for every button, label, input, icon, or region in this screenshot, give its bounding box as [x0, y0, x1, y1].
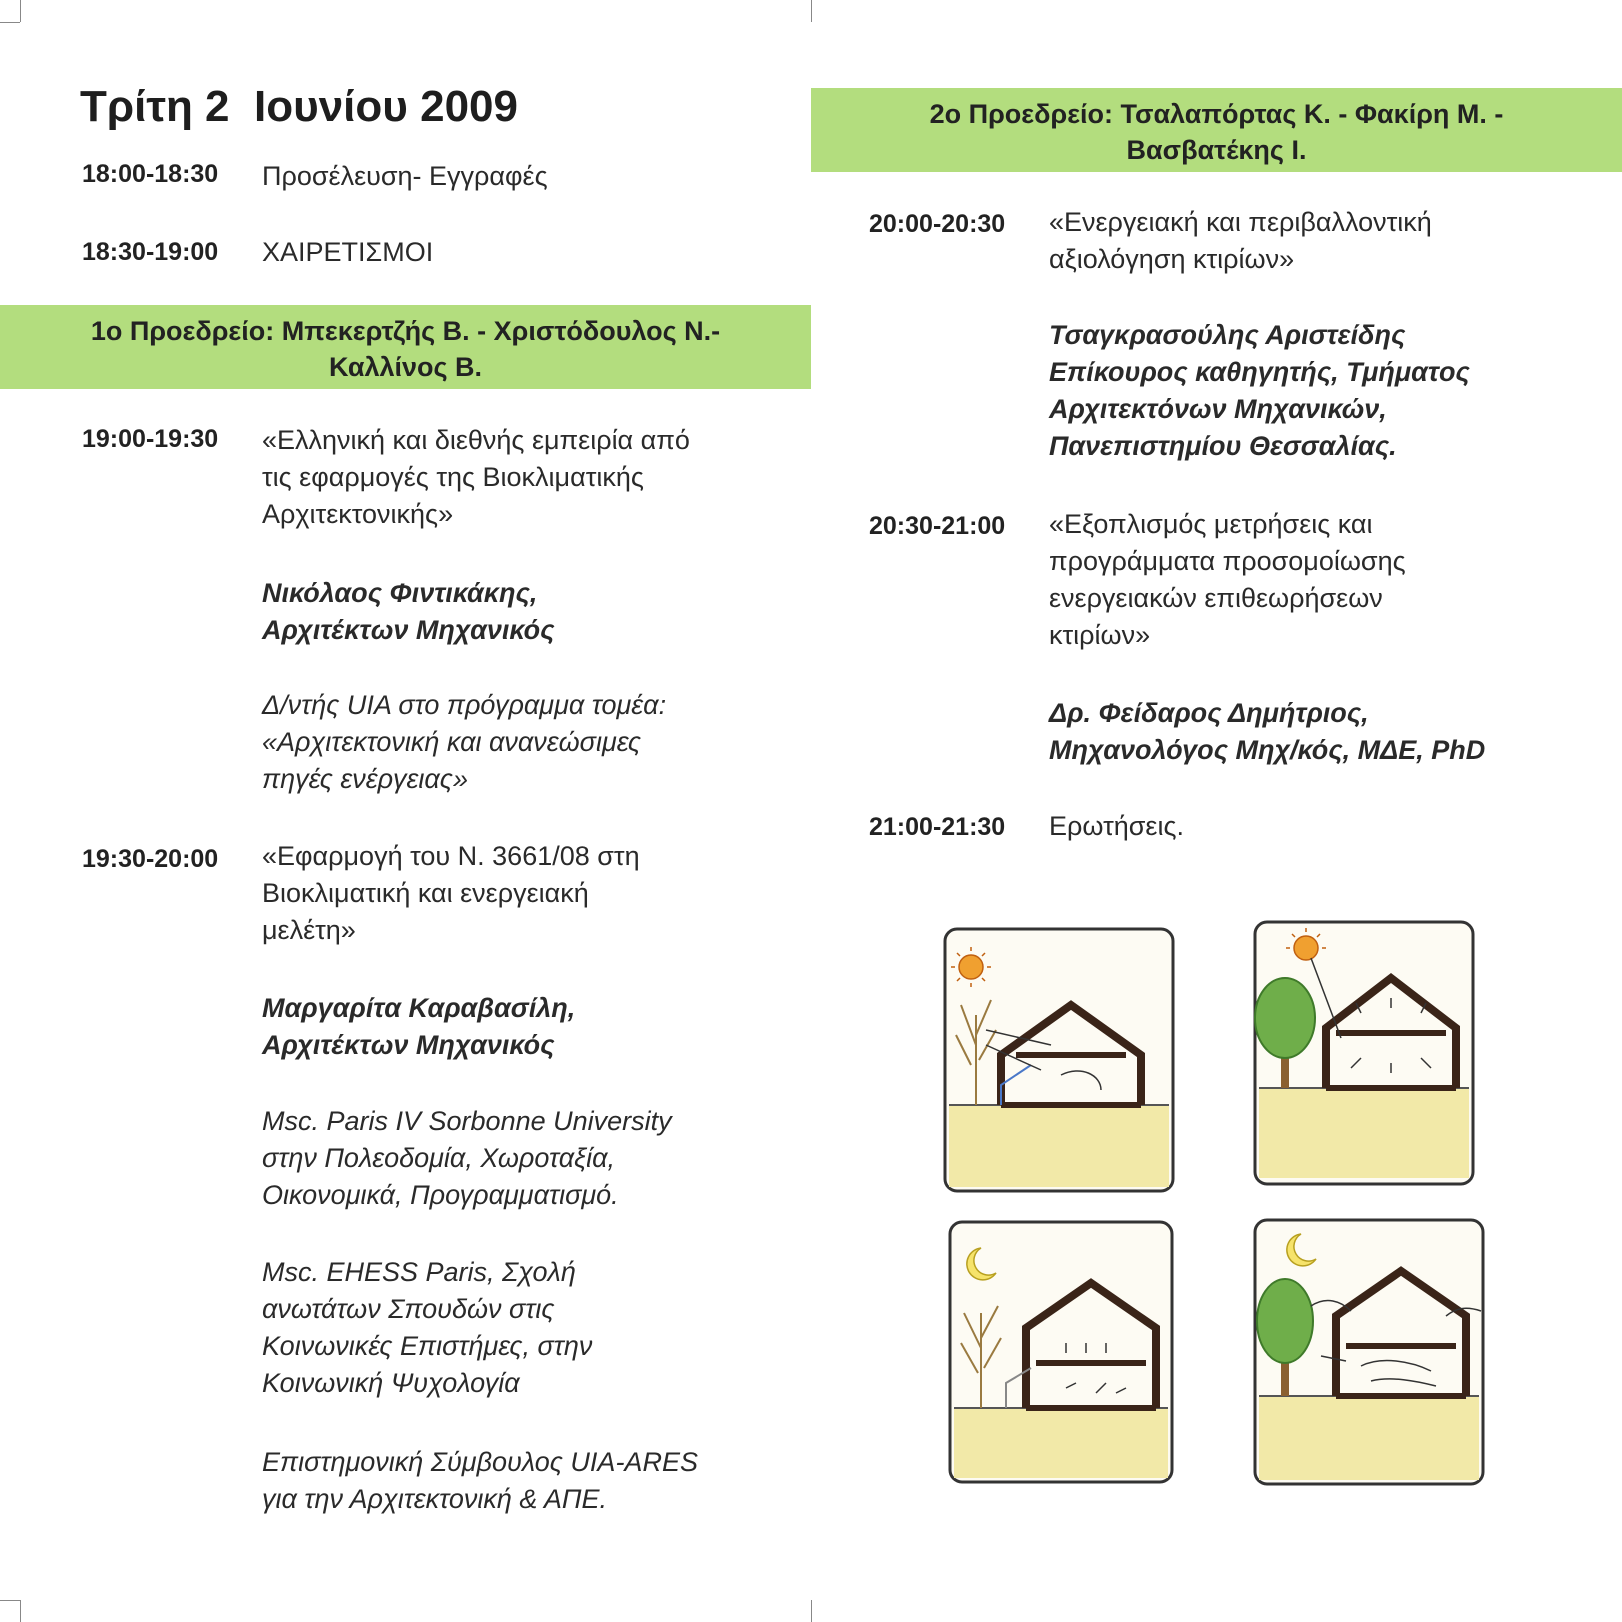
crop-mark [20, 0, 21, 22]
bio-line: ανωτάτων Σπουδών στις [262, 1294, 555, 1324]
speaker-line: Δρ. Φείδαρος Δημήτριος, [1049, 698, 1369, 728]
speaker-line: Πανεπιστημίου Θεσσαλίας. [1049, 431, 1397, 461]
speaker-name [262, 990, 575, 1064]
speaker-bio [262, 1254, 592, 1402]
talk-title [262, 422, 690, 533]
speaker-line: Νικόλαος Φιντικάκης, [262, 578, 538, 608]
session-chairs: Καλλίνος Β. [328, 352, 483, 382]
bio-line: Κοινωνική Ψυχολογία [262, 1368, 520, 1398]
house-night-summer-sketch [1251, 1216, 1487, 1488]
bio-line: για την Αρχιτεκτονική & ΑΠΕ. [262, 1484, 607, 1514]
talk-title-line: αξιολόγηση κτιρίων» [1049, 244, 1295, 274]
crop-mark [811, 0, 812, 22]
bio-line: Οικονομικά, Προγραμματισμό. [262, 1180, 619, 1210]
session-chairs: 2ο Προεδρείο: Τσαλαπόρτας Κ. - Φακίρη Μ. - [929, 99, 1504, 129]
speaker-name [262, 575, 554, 649]
talk-title-line: Αρχιτεκτονικής» [262, 499, 454, 529]
bio-line: «Αρχιτεκτονική και ανανεώσιμες [262, 727, 642, 757]
speaker-bio [262, 1103, 672, 1214]
talk-title-line: προγράμματα προσομοίωσης [1049, 546, 1406, 576]
session-1-banner [0, 305, 811, 389]
time-slot: 21:00-21:30 [869, 813, 1006, 841]
speaker-bio [262, 687, 666, 798]
speaker-bio [262, 1444, 698, 1518]
crop-mark [20, 1600, 21, 1622]
session-chairs: 1ο Προεδρείο: Μπεκερτζής Β. - Χριστόδουλος Ν.- [90, 316, 721, 346]
crop-mark [811, 1600, 812, 1622]
time-slot: 20:30-21:00 [869, 512, 1006, 540]
bio-line: στην Πολεοδομία, Χωροταξία, [262, 1143, 616, 1173]
program-item: Ερωτήσεις. [1049, 811, 1184, 841]
talk-title [262, 838, 640, 949]
talk-title [1049, 204, 1432, 278]
house-day-winter-sketch [941, 925, 1177, 1195]
talk-title [1049, 506, 1406, 654]
speaker-line: Αρχιτέκτων Μηχανικός [262, 1030, 555, 1060]
time-slot: 20:00-20:30 [869, 210, 1006, 238]
program-item: Προσέλευση- Εγγραφές [262, 161, 548, 191]
bio-line: Κοινωνικές Επιστήμες, στην [262, 1331, 593, 1361]
house-night-winter-sketch [946, 1218, 1176, 1486]
talk-title-line: τις εφαρμογές της Βιοκλιματικής [262, 462, 644, 492]
talk-title-line: Βιοκλιματική και ενεργειακή [262, 878, 589, 908]
time-slot: 18:00-18:30 [82, 160, 219, 188]
speaker-line: Τσαγκρασούλης Αριστείδης [1049, 320, 1406, 350]
talk-title-line: μελέτη» [262, 915, 356, 945]
program-item: ΧΑΙΡΕΤΙΣΜΟΙ [262, 237, 434, 267]
speaker-line: Επίκουρος καθηγητής, Τμήματος [1049, 357, 1470, 387]
bio-line: Msc. EHESS Paris, Σχολή [262, 1257, 576, 1287]
session-chairs: Βασβατέκης Ι. [1126, 135, 1307, 165]
speaker-name [1049, 317, 1470, 465]
talk-title-line: ενεργειακών επιθεωρήσεων [1049, 583, 1383, 613]
bio-line: Msc. Paris IV Sorbonne University [262, 1106, 672, 1136]
talk-title-line: «Ενεργειακή και περιβαλλοντική [1049, 207, 1432, 237]
time-slot: 19:30-20:00 [82, 845, 219, 873]
bio-line: Δ/ντής UIA στο πρόγραμμα τομέα: [262, 690, 667, 720]
time-slot: 19:00-19:30 [82, 425, 219, 453]
speaker-line: Μηχανολόγος Μηχ/κός, ΜΔΕ, PhD [1049, 735, 1486, 765]
talk-title-line: «Εξοπλισμός μετρήσεις και [1049, 509, 1373, 539]
time-slot: 18:30-19:00 [82, 238, 219, 266]
speaker-line: Αρχιτεκτόνων Μηχανικών, [1049, 394, 1387, 424]
speaker-line: Μαργαρίτα Καραβασίλη, [262, 993, 576, 1023]
speaker-line: Αρχιτέκτων Μηχανικός [262, 615, 555, 645]
crop-mark [0, 22, 20, 23]
talk-title-line: «Εφαρμογή του Ν. 3661/08 στη [262, 841, 640, 871]
bio-line: Επιστημονική Σύμβουλος UIA-ARES [262, 1447, 698, 1477]
session-2-banner [811, 88, 1622, 172]
bio-line: πηγές ενέργειας» [262, 764, 468, 794]
talk-title-line: κτιρίων» [1049, 620, 1151, 650]
talk-title-line: «Ελληνική και διεθνής εμπειρία από [262, 425, 690, 455]
page-title: Τρίτη 2 Ιουνίου 2009 [80, 82, 518, 131]
crop-mark [0, 1600, 20, 1601]
speaker-name [1049, 695, 1485, 769]
house-day-summer-sketch [1251, 918, 1477, 1188]
